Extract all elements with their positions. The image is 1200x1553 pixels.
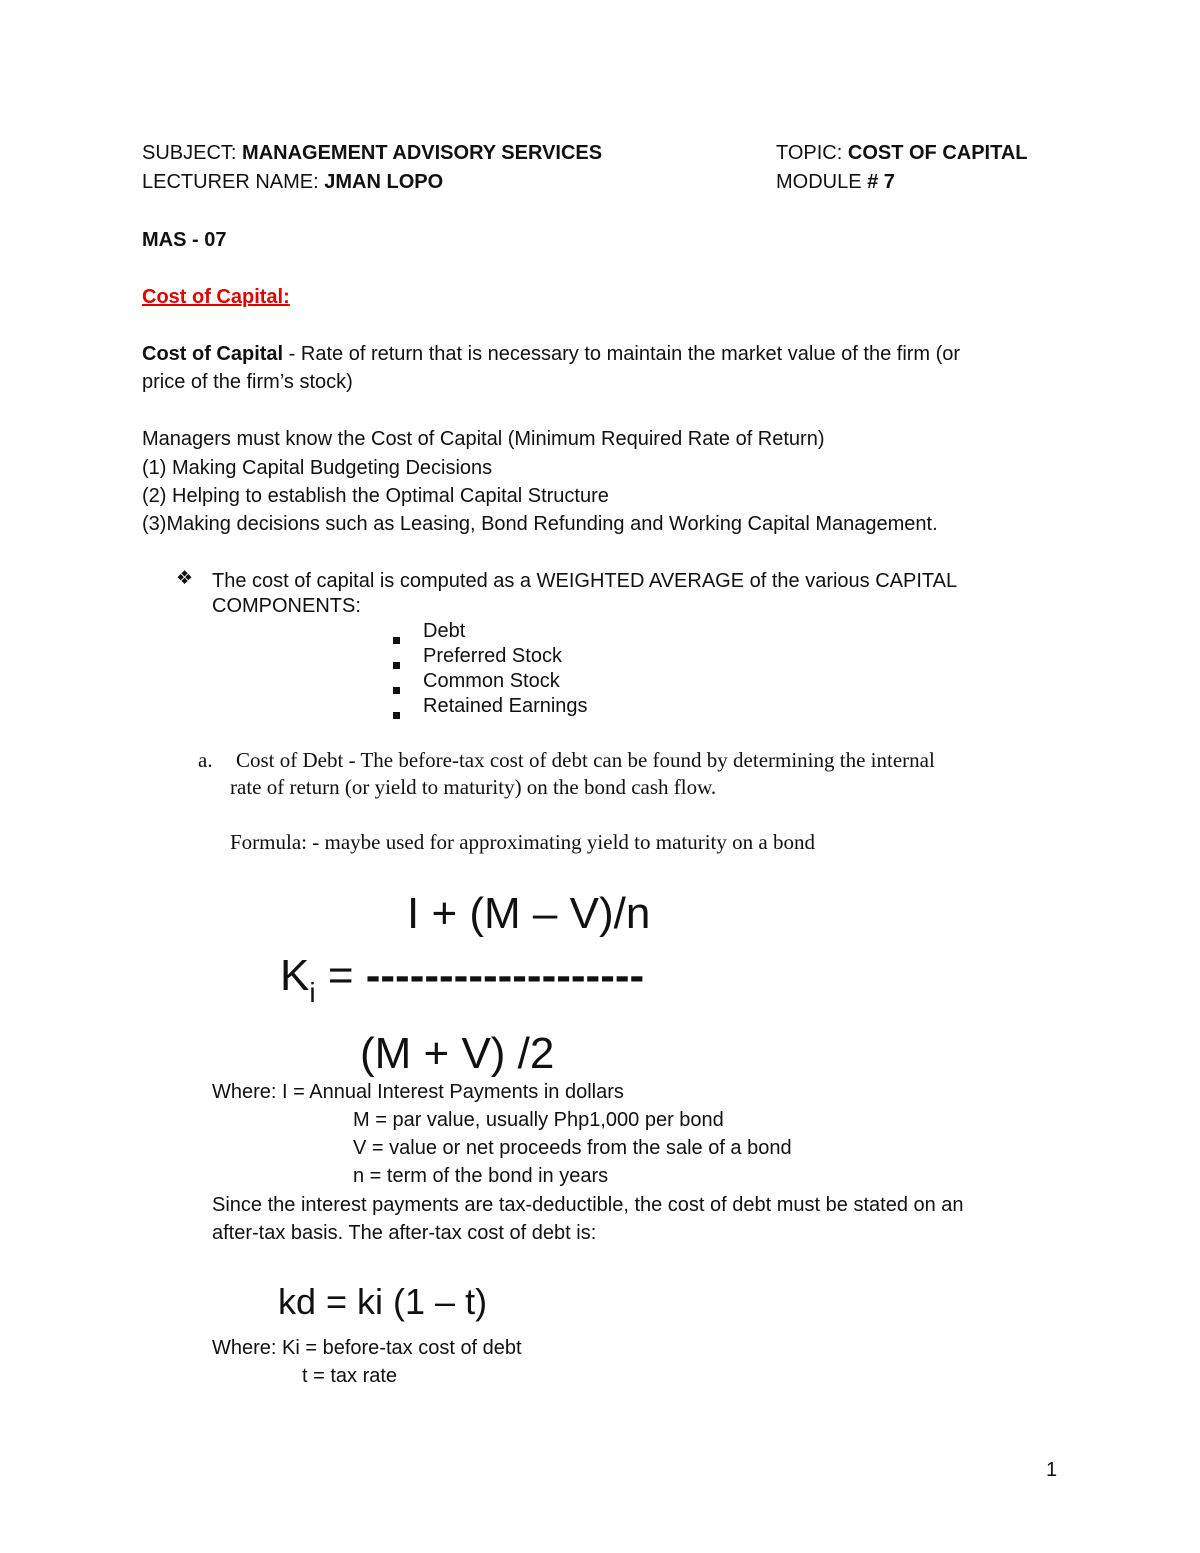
- cost-of-debt-line-2: rate of return (or yield to maturity) on the bond cash flow.: [230, 775, 717, 799]
- formula-lhs: K: [280, 951, 310, 1000]
- topic-value: COST OF CAPITAL: [847, 142, 1028, 164]
- subject-label: SUBJECT:: [142, 142, 243, 164]
- formula-lhs-subscript: i: [309, 977, 316, 1008]
- definition-term: Cost of Capital: [142, 343, 284, 365]
- formula-denominator: (M + V) /2: [360, 1029, 555, 1078]
- component-preferred-stock: Preferred Stock: [423, 645, 562, 667]
- square-bullet-icon: [393, 676, 400, 700]
- definition-line-2: price of the firm’s stock): [142, 371, 353, 393]
- module-label: MODULE: [776, 171, 868, 193]
- formula-ki-line: [280, 950, 644, 1010]
- tax-line-2: after-tax basis. The after-tax cost of debt is:: [212, 1222, 597, 1244]
- square-bullet-icon: [393, 651, 400, 675]
- managers-item-3: (3)Making decisions such as Leasing, Bond Refunding and Working Capital Management.: [142, 513, 938, 535]
- topic-line: [776, 141, 1028, 165]
- subject-line: [142, 141, 602, 165]
- module-line: [776, 170, 895, 194]
- formula-kd: kd = ki (1 – t): [278, 1281, 488, 1322]
- section-heading: Cost of Capital:: [142, 286, 290, 308]
- formula-fraction-bar: -------------------: [365, 951, 645, 1000]
- definition-text: - Rate of return that is necessary to maintain the market value of the firm (or: [283, 343, 961, 365]
- item-marker: a.: [198, 748, 213, 772]
- square-bullet-icon: [393, 626, 400, 650]
- weighted-line-1: The cost of capital is computed as a WEIGHTED AVERAGE of the various CAPITAL: [212, 570, 958, 592]
- formula-numerator: I + (M – V)/n: [407, 889, 651, 938]
- formula-equals: =: [315, 951, 366, 1000]
- formula-note: Formula: - maybe used for approximating yield to maturity on a bond: [230, 830, 815, 854]
- lecturer-value: JMAN LOPO: [324, 171, 444, 193]
- course-code: MAS - 07: [142, 229, 227, 251]
- lecturer-label: LECTURER NAME:: [142, 171, 325, 193]
- where-n: n = term of the bond in years: [353, 1165, 609, 1187]
- where-ki: Where: Ki = before-tax cost of debt: [212, 1337, 522, 1359]
- definition-line-1: [142, 342, 960, 366]
- component-debt: Debt: [423, 620, 466, 642]
- lecturer-line: [142, 170, 443, 194]
- module-value: # 7: [867, 171, 895, 193]
- component-common-stock: Common Stock: [423, 670, 560, 692]
- managers-intro: Managers must know the Cost of Capital (Minimum Required Rate of Return): [142, 428, 825, 450]
- where-t: t = tax rate: [302, 1365, 398, 1387]
- component-retained-earnings: Retained Earnings: [423, 695, 588, 717]
- managers-item-2: (2) Helping to establish the Optimal Capital Structure: [142, 485, 609, 507]
- where-i: Where: I = Annual Interest Payments in dollars: [212, 1081, 624, 1103]
- diamond-bullet-icon: ❖: [176, 568, 194, 589]
- topic-label: TOPIC:: [776, 142, 848, 164]
- cost-of-debt-line-1: Cost of Debt - The before-tax cost of debt can be found by determining the internal: [236, 748, 935, 772]
- page-number: 1: [1046, 1459, 1058, 1481]
- where-v: V = value or net proceeds from the sale of a bond: [353, 1137, 792, 1159]
- square-bullet-icon: [393, 701, 400, 725]
- weighted-line-2: COMPONENTS:: [212, 595, 361, 617]
- where-m: M = par value, usually Php1,000 per bond: [353, 1109, 724, 1131]
- tax-line-1: Since the interest payments are tax-deductible, the cost of debt must be stated on an: [212, 1194, 964, 1216]
- managers-item-1: (1) Making Capital Budgeting Decisions: [142, 457, 493, 479]
- subject-value: MANAGEMENT ADVISORY SERVICES: [242, 142, 603, 164]
